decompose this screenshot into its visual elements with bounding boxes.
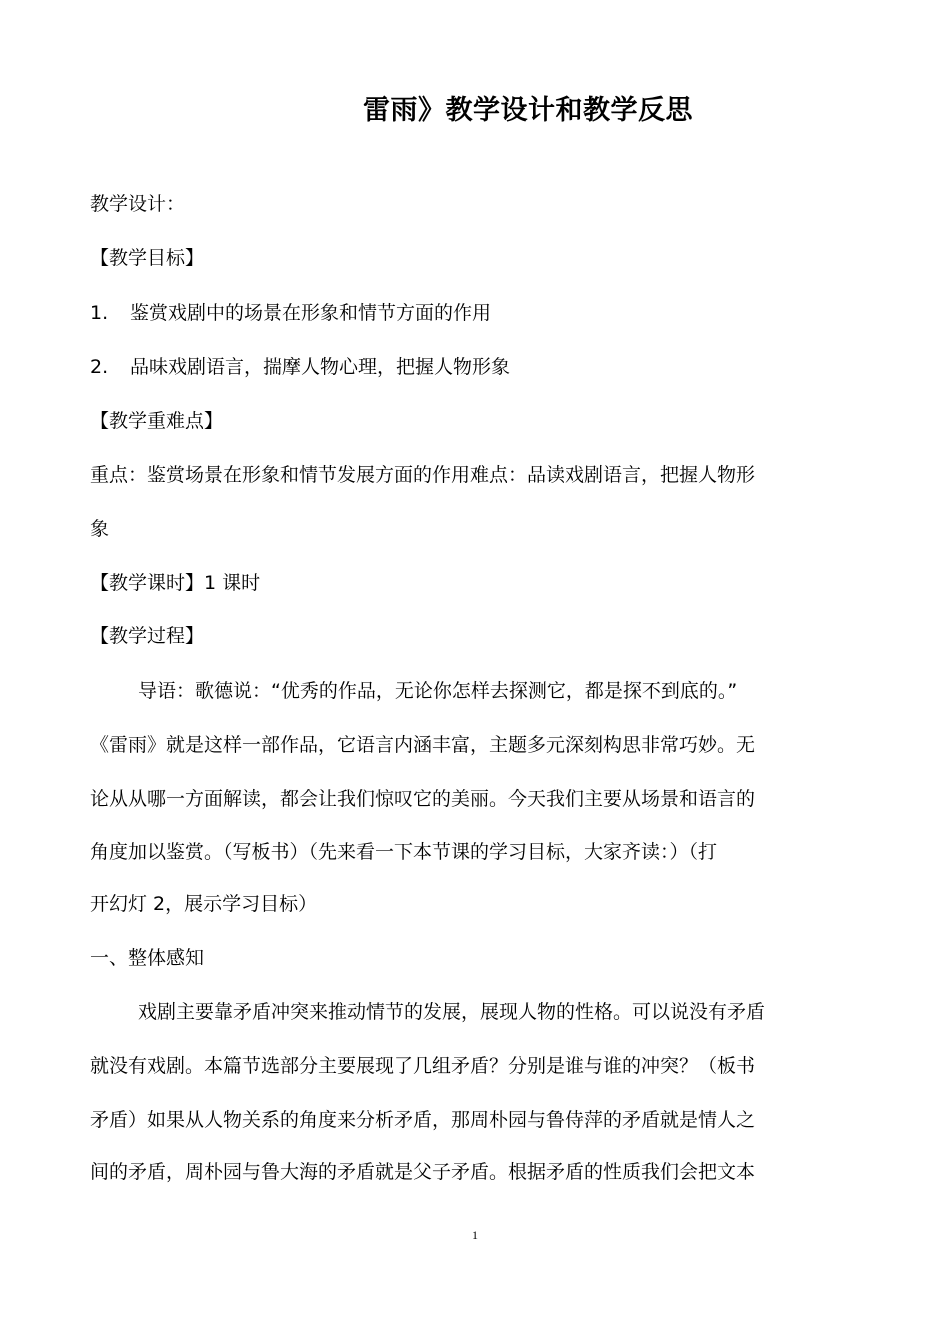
periods-line: 【教学课时】1 课时: [90, 572, 261, 594]
objective-text: 鉴赏戏剧中的场景在形象和情节方面的作用: [130, 302, 492, 324]
intro-paragraph-line: 《雷雨》就是这样一部作品，它语言内涵丰富，主题多元深刻构思非常巧妙。无: [90, 734, 756, 756]
intro-paragraph-line: 导语：歌德说：“优秀的作品，无论你怎样去探测它，都是探不到底的。”: [138, 680, 738, 702]
intro-paragraph-line: 角度加以鉴赏。（写板书）（先来看一下本节课的学习目标，大家齐读：）（打: [90, 841, 718, 863]
part-one-paragraph-line: 间的矛盾，周朴园与鲁大海的矛盾就是父子矛盾。根据矛盾的性质我们会把文本: [90, 1161, 756, 1183]
objectives-heading: 【教学目标】: [90, 247, 205, 269]
section-label: 教学设计：: [90, 193, 186, 215]
part-one-heading: 一、整体感知: [90, 947, 205, 969]
objective-item: [90, 299, 491, 327]
key-points-heading: 【教学重难点】: [90, 410, 224, 432]
intro-paragraph-line: 论从从哪一方面解读，都会让我们惊叹它的美丽。今天我们主要从场景和语言的: [90, 788, 756, 810]
document-title: 雷雨》教学设计和教学反思: [363, 95, 693, 126]
objective-number: 2.: [90, 356, 109, 378]
objective-item: [90, 353, 510, 381]
key-points-line: 象: [90, 518, 110, 540]
process-heading: 【教学过程】: [90, 625, 205, 647]
page-number: 1: [472, 1228, 478, 1242]
intro-paragraph-line: 开幻灯 2，展示学习目标）: [90, 893, 318, 915]
part-one-paragraph-line: 就没有戏剧。本篇节选部分主要展现了几组矛盾？分别是谁与谁的冲突？（板书: [90, 1055, 756, 1077]
part-one-paragraph-line: 矛盾）如果从人物关系的角度来分析矛盾，那周朴园与鲁侍萍的矛盾就是情人之: [90, 1109, 756, 1131]
objective-number: 1.: [90, 302, 109, 324]
key-points-line: 重点：鉴赏场景在形象和情节发展方面的作用难点：品读戏剧语言，把握人物形: [90, 464, 756, 486]
objective-text: 品味戏剧语言，揣摩人物心理，把握人物形象: [130, 356, 511, 378]
part-one-paragraph-line: 戏剧主要靠矛盾冲突来推动情节的发展，展现人物的性格。可以说没有矛盾: [138, 1001, 766, 1023]
